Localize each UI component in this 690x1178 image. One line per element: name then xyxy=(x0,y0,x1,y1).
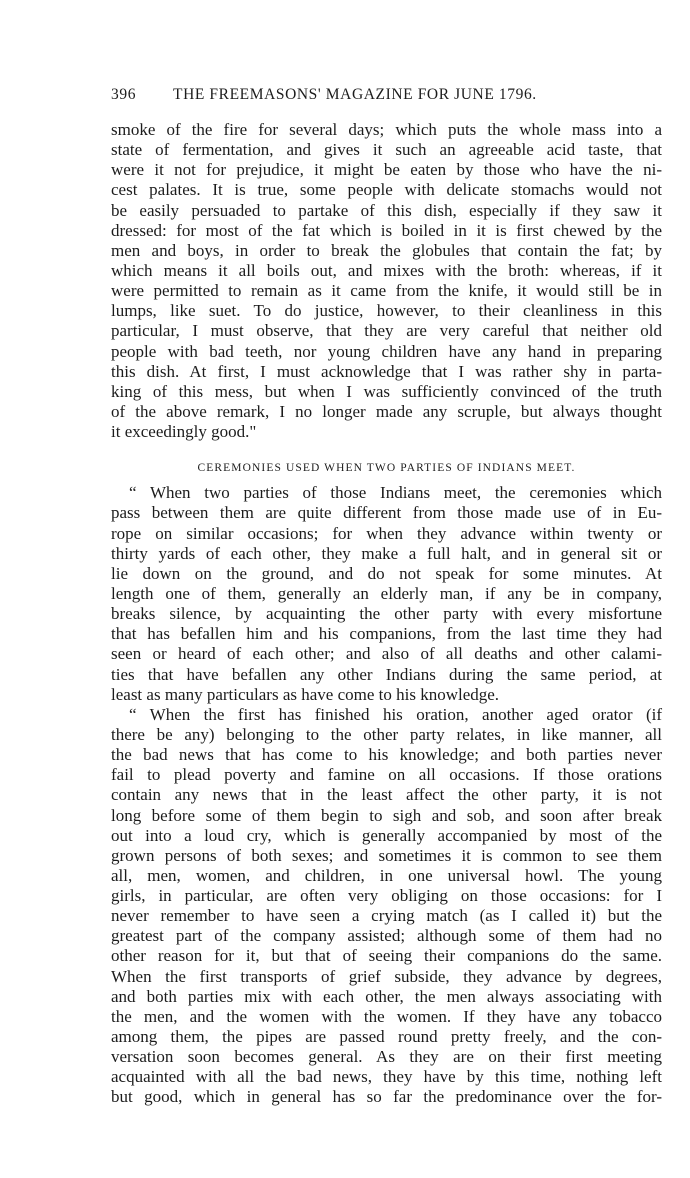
text-line: all, men, women, and children, in one universal howl. The young xyxy=(111,865,662,885)
text-line: were it not for prejudice, it might be eaten by those who have the ni- xyxy=(111,160,662,180)
text-line: never remember to have seen a crying match (as I called it) but the xyxy=(111,906,662,926)
text-line: lie down on the ground, and do not speak for some minutes. At xyxy=(111,563,662,583)
paragraph-2 xyxy=(111,483,662,705)
text-line: “ When two parties of those Indians meet, the ceremonies which xyxy=(129,483,662,503)
text-line: people with bad teeth, nor young children have any hand in preparing xyxy=(111,341,662,361)
text-line: among them, the pipes are passed round pretty freely, and the con- xyxy=(111,1027,662,1047)
text-line: long before some of them begin to sigh and sob, and soon after break xyxy=(111,805,662,825)
text-line: were permitted to remain as it came from the knife, it would still be in xyxy=(111,281,662,301)
text-line: breaks silence, by acquainting the other party with every misfortune xyxy=(111,604,662,624)
text-line: dressed: for most of the fat which is boiled in it is first chewed by the xyxy=(111,220,662,240)
text-line: men and boys, in order to break the globules that contain the fat; by xyxy=(111,240,662,260)
text-line: of the above remark, I no longer made any scruple, but always thought xyxy=(111,401,662,421)
text-line: least as many particulars as have come to his knowledge. xyxy=(111,684,500,704)
text-line: cest palates. It is true, some people with delicate stomachs would not xyxy=(111,180,662,200)
page-number: 396 xyxy=(111,86,137,103)
body-text xyxy=(111,120,662,1108)
text-line: out into a loud cry, which is generally accompanied by most of the xyxy=(111,825,662,845)
text-line: When the first transports of grief subside, they advance by degrees, xyxy=(111,966,662,986)
text-line: grown persons of both sexes; and sometimes it is common to see them xyxy=(111,845,662,865)
section-heading: CEREMONIES USED WHEN TWO PARTIES OF INDIANS MEET. xyxy=(197,462,576,475)
text-line: state of fermentation, and gives it such an agreeable acid taste, that xyxy=(111,140,662,160)
text-line: lumps, like suet. To do justice, however, to their cleanliness in this xyxy=(111,301,662,321)
text-line: but good, which in general has so far the predominance over the for- xyxy=(111,1087,662,1107)
text-line: greatest part of the company assisted; although some of them had no xyxy=(111,926,662,946)
running-head xyxy=(111,86,662,108)
text-line: it exceedingly good." xyxy=(111,422,257,442)
text-line: and both parties mix with each other, the men always associating with xyxy=(111,986,662,1006)
text-line: particular, I must observe, that they are very careful that neither old xyxy=(111,321,662,341)
text-line: girls, in particular, are often very obliging on those occasions: for I xyxy=(111,886,662,906)
paragraph-3 xyxy=(111,705,662,1108)
text-line: this dish. At first, I must acknowledge that I was rather shy in parta- xyxy=(111,361,662,381)
text-line: that has befallen him and his companions, from the last time they had xyxy=(111,624,662,644)
text-line: seen or heard of each other; and also of all deaths and other calami- xyxy=(111,644,662,664)
text-line: rope on similar occasions; for when they advance within twenty or xyxy=(111,523,662,543)
text-line: ties that have befallen any other Indians during the same period, at xyxy=(111,664,662,684)
text-line: length one of them, generally an elderly man, if any be in company, xyxy=(111,583,662,603)
text-line: there be any) belonging to the other party relates, in like manner, all xyxy=(111,724,662,744)
paragraph-1 xyxy=(111,120,662,442)
text-line: king of this mess, but when I was sufficiently convinced of the truth xyxy=(111,381,662,401)
text-line: be easily persuaded to partake of this dish, especially if they saw it xyxy=(111,200,662,220)
text-line: the men, and the women with the women. If they have any tobacco xyxy=(111,1006,662,1026)
text-line: acquainted with all the bad news, they have by this time, nothing left xyxy=(111,1067,662,1087)
text-line: pass between them are quite different from those made use of in Eu- xyxy=(111,503,662,523)
journal-title: THE FREEMASONS' MAGAZINE FOR JUNE 1796. xyxy=(173,86,537,103)
text-line: fail to plead poverty and famine on all occasions. If those orations xyxy=(111,765,662,785)
text-line: versation soon becomes general. As they are on their first meeting xyxy=(111,1047,662,1067)
text-line: which means it all boils out, and mixes with the broth: whereas, if it xyxy=(111,260,662,280)
text-line: thirty yards of each other, they make a full halt, and in general sit or xyxy=(111,543,662,563)
text-line: smoke of the fire for several days; which puts the whole mass into a xyxy=(111,120,662,139)
text-line: the bad news that has come to his knowledge; and both parties never xyxy=(111,745,662,765)
text-line: other reason for it, but that of seeing their companions do the same. xyxy=(111,946,662,966)
text-line: “ When the first has finished his oration, another aged orator (if xyxy=(129,704,662,724)
text-line: contain any news that in the least affect the other party, it is not xyxy=(111,785,662,805)
